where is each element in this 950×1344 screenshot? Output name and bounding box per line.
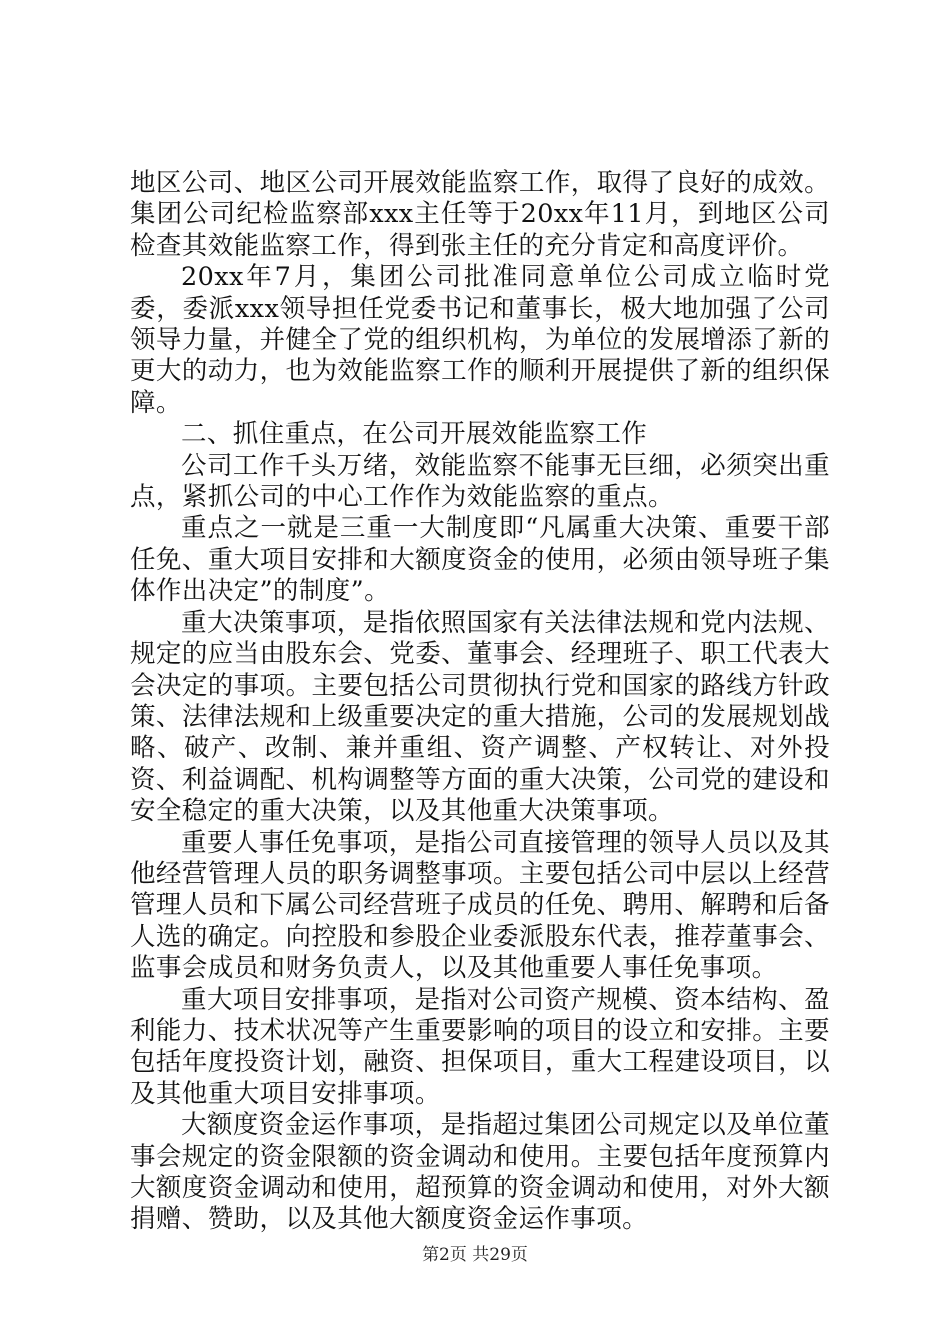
paragraph-9: 大额度资金运作事项，是指超过集团公司规定以及单位董事会规定的资金限额的资金调动和使用。主要包括年度预算内大额度资金调动和使用，超预算的资金调动和使用，对外大额捐赠、赞助，以及其他大额度资金运作事项。 (130, 1110, 830, 1235)
paragraph-4: 公司工作千头万绪，效能监察不能事无巨细，必须突出重点，紧抓公司的中心工作作为效能监察的重点。 (130, 450, 830, 513)
paragraph-2: 20xx年7月，集团公司批准同意单位公司成立临时党委，委派xxx领导担任党委书记和董事长，极大地加强了公司领导力量，并健全了党的组织机构，为单位的发展增添了新的更大的动力，也为效能监察工作的顺利开展提供了新的组织保障。 (130, 262, 830, 418)
paragraph-5: 重点之一就是三重一大制度即“凡属重大决策、重要干部任免、重大项目安排和大额度资金的使用，必须由领导班子集体作出决定”的制度”。 (130, 513, 830, 607)
paragraph-7: 重要人事任免事项，是指公司直接管理的领导人员以及其他经营管理人员的职务调整事项。主要包括公司中层以上经营管理人员和下属公司经营班子成员的任免、聘用、解聘和后备人选的确定。向控股和参股企业委派股东代表，推荐董事会、监事会成员和财务负责人，以及其他重要人事任免事项。 (130, 827, 830, 984)
document-body (130, 168, 830, 1236)
paragraph-6: 重大决策事项，是指依照国家有关法律法规和党内法规、规定的应当由股东会、党委、董事会、经理班子、职工代表大会决定的事项。主要包括公司贯彻执行党和国家的路线方针政策、法律法规和上级重要决定的重大措施，公司的发展规划战略、破产、改制、兼并重组、资产调整、产权转让、对外投资、利益调配、机构调整等方面的重大决策，公司党的建设和安全稳定的重大决策，以及其他重大决策事项。 (130, 607, 830, 827)
paragraph-8: 重大项目安排事项，是指对公司资产规模、资本结构、盈利能力、技术状况等产生重要影响的项目的设立和安排。主要包括年度投资计划，融资、担保项目，重大工程建设项目，以及其他重大项目安排事项。 (130, 984, 830, 1109)
page-number: 第2页 共29页 (422, 1245, 528, 1265)
paragraph-1: 地区公司、地区公司开展效能监察工作，取得了良好的成效。集团公司纪检监察部xxx主任等于20xx年11月，到地区公司检查其效能监察工作，得到张主任的充分肯定和高度评价。 (130, 168, 830, 261)
section-heading: 二、抓住重点，在公司开展效能监察工作 (181, 419, 648, 450)
